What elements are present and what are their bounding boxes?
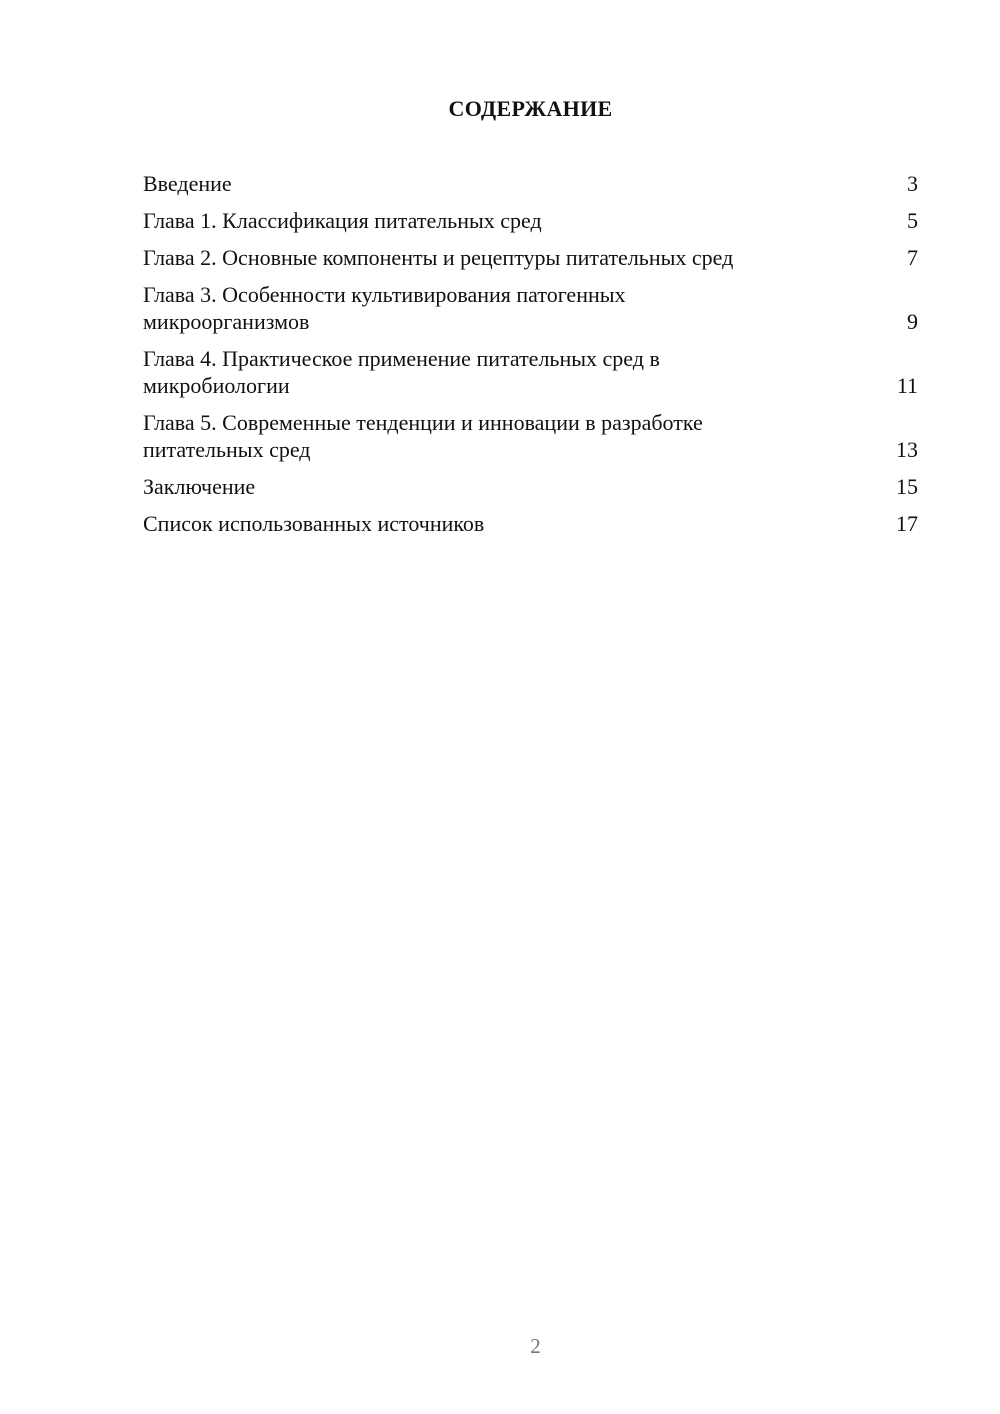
toc-entry [143, 345, 918, 399]
toc-entry-page: 13 [896, 437, 918, 462]
toc-entry-title: Введение [143, 171, 232, 196]
toc-entry [143, 409, 918, 463]
toc-entry-title: Глава 2. Основные компоненты и рецептуры питательных сред [143, 245, 734, 270]
toc-entry-title: Список использованных источников [143, 511, 485, 536]
toc-entry-title: Глава 5. Современные тенденции и инновации в разработке питательных сред [143, 410, 703, 462]
toc-entry-title: Заключение [143, 474, 256, 499]
toc-entry-page: 15 [896, 474, 918, 499]
toc-entry [143, 207, 918, 234]
page-title: СОДЕРЖАНИЕ [448, 96, 613, 121]
toc-entry-title: Глава 1. Классификация питательных сред [143, 208, 542, 233]
toc-entry [143, 510, 918, 537]
toc-entry-title: Глава 3. Особенности культивирования патогенных микроорганизмов [143, 282, 626, 334]
table-of-contents [143, 170, 918, 547]
toc-entry-page: 11 [896, 373, 918, 398]
toc-entry-page: 9 [907, 309, 918, 334]
toc-entry [143, 281, 918, 335]
toc-entry-page: 3 [907, 171, 918, 196]
toc-entry-page: 7 [907, 245, 918, 270]
toc-entry-page: 5 [907, 208, 918, 233]
page-number: 2 [530, 1334, 541, 1358]
toc-entry [143, 170, 918, 197]
toc-entry-title: Глава 4. Практическое применение питательных сред в микробиологии [143, 346, 660, 398]
toc-entry [143, 244, 918, 271]
toc-entry [143, 473, 918, 500]
toc-entry-page: 17 [896, 511, 918, 536]
